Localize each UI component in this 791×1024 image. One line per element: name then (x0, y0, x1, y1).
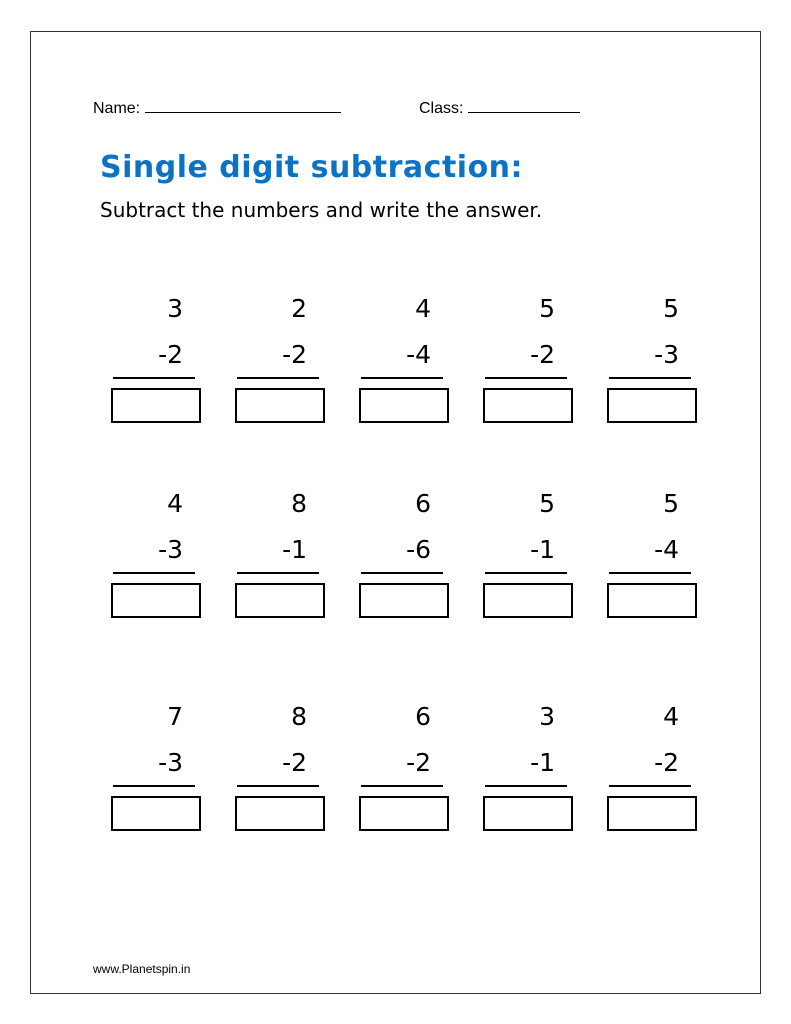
answer-rule (237, 785, 319, 787)
subtraction-problem (359, 290, 451, 430)
answer-rule (113, 377, 195, 379)
minuend: 5 (539, 294, 555, 323)
answer-box[interactable] (111, 796, 201, 831)
answer-box[interactable] (359, 796, 449, 831)
answer-box[interactable] (607, 583, 697, 618)
answer-rule (485, 572, 567, 574)
subtrahend: -6 (406, 535, 431, 564)
minuend: 5 (663, 489, 679, 518)
minuend: 3 (167, 294, 183, 323)
answer-box[interactable] (359, 583, 449, 618)
answer-box[interactable] (111, 388, 201, 423)
answer-box[interactable] (235, 388, 325, 423)
subtraction-problem (359, 485, 451, 625)
minuend: 4 (167, 489, 183, 518)
subtrahend: -3 (158, 535, 183, 564)
answer-box[interactable] (607, 388, 697, 423)
subtrahend: -2 (282, 748, 307, 777)
subtraction-problem (359, 698, 451, 838)
answer-box[interactable] (483, 388, 573, 423)
instructions: Subtract the numbers and write the answer. (100, 198, 543, 222)
subtraction-problem (483, 485, 575, 625)
subtrahend: -1 (530, 535, 555, 564)
minuend: 4 (663, 702, 679, 731)
answer-rule (609, 377, 691, 379)
subtraction-problem (111, 290, 203, 430)
class-blank[interactable] (468, 96, 580, 113)
minuend: 2 (291, 294, 307, 323)
answer-box[interactable] (235, 583, 325, 618)
answer-rule (113, 572, 195, 574)
subtrahend: -2 (406, 748, 431, 777)
minuend: 5 (539, 489, 555, 518)
answer-rule (113, 785, 195, 787)
answer-rule (237, 377, 319, 379)
subtrahend: -1 (282, 535, 307, 564)
subtrahend: -2 (282, 340, 307, 369)
subtrahend: -3 (654, 340, 679, 369)
subtrahend: -4 (406, 340, 431, 369)
minuend: 8 (291, 702, 307, 731)
subtraction-problem (235, 698, 327, 838)
footer-url: www.Planetspin.in (93, 962, 191, 976)
answer-box[interactable] (483, 796, 573, 831)
subtrahend: -4 (654, 535, 679, 564)
subtraction-problem (235, 485, 327, 625)
subtraction-problem (235, 290, 327, 430)
minuend: 7 (167, 702, 183, 731)
subtraction-problem (111, 698, 203, 838)
minuend: 3 (539, 702, 555, 731)
subtraction-problem (483, 698, 575, 838)
subtraction-problem (607, 290, 699, 430)
answer-box[interactable] (235, 796, 325, 831)
answer-box[interactable] (483, 583, 573, 618)
class-field (419, 96, 580, 118)
answer-rule (237, 572, 319, 574)
name-label: Name: (93, 100, 141, 117)
worksheet-title: Single digit subtraction: (100, 150, 524, 185)
answer-box[interactable] (111, 583, 201, 618)
answer-rule (609, 572, 691, 574)
answer-rule (485, 785, 567, 787)
answer-rule (361, 785, 443, 787)
minuend: 8 (291, 489, 307, 518)
answer-box[interactable] (607, 796, 697, 831)
subtraction-problem (607, 485, 699, 625)
subtrahend: -2 (654, 748, 679, 777)
answer-rule (485, 377, 567, 379)
answer-box[interactable] (359, 388, 449, 423)
subtrahend: -2 (158, 340, 183, 369)
name-blank[interactable] (145, 96, 341, 113)
name-field (93, 96, 341, 118)
subtraction-problem (607, 698, 699, 838)
minuend: 4 (415, 294, 431, 323)
subtrahend: -2 (530, 340, 555, 369)
subtraction-problem (111, 485, 203, 625)
subtrahend: -1 (530, 748, 555, 777)
subtrahend: -3 (158, 748, 183, 777)
subtraction-problem (483, 290, 575, 430)
class-label: Class: (419, 100, 464, 117)
minuend: 6 (415, 489, 431, 518)
answer-rule (361, 377, 443, 379)
minuend: 6 (415, 702, 431, 731)
answer-rule (361, 572, 443, 574)
minuend: 5 (663, 294, 679, 323)
answer-rule (609, 785, 691, 787)
